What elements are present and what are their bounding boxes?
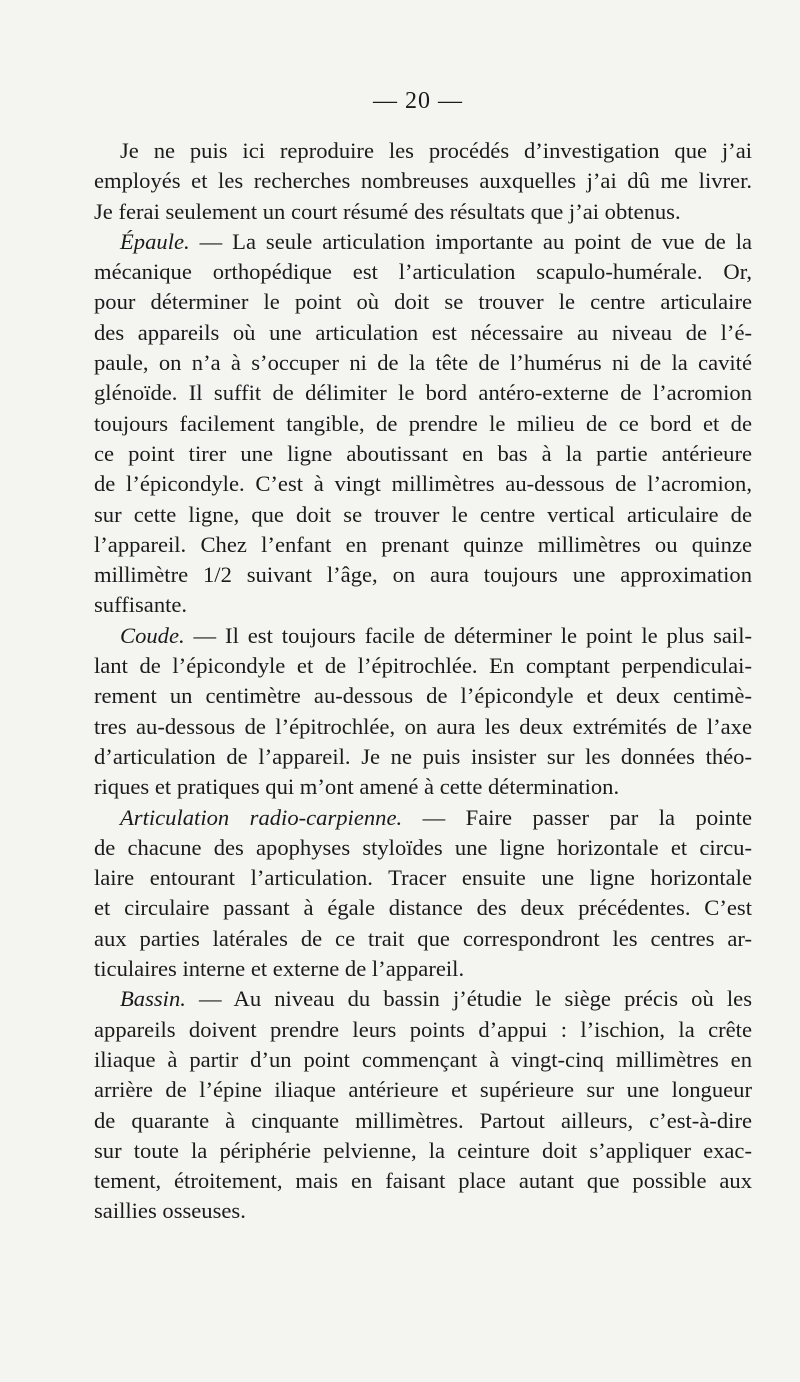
text-line: Je ne puis ici reproduire les procédés d’investigation que j’ai bbox=[120, 138, 752, 163]
text-line: et circulaire passant à égale distance des deux précédentes. C’est bbox=[94, 895, 752, 921]
text-line: saillies osseuses. bbox=[94, 1198, 246, 1224]
text-line: appareils doivent prendre leurs points d’appui : l’ischion, la crête bbox=[94, 1016, 752, 1042]
text-line: de l’épicondyle. C’est à vingt millimètres au-dessous de l’acromion, bbox=[94, 471, 752, 497]
text-line: tement, étroitement, mais en faisant place autant que possible aux bbox=[94, 1168, 752, 1194]
text-line: iliaque à partir d’un point commençant à vingt-cinq millimètres en bbox=[94, 1046, 752, 1072]
text-line: d’articulation de l’appareil. Je ne puis insister sur les données théo- bbox=[94, 743, 752, 769]
section-heading-coude: Coude. bbox=[120, 622, 185, 648]
text-line bbox=[94, 984, 752, 1014]
text-line: employés et les recherches nombreuses auxquelles j’ai dû me livrer. bbox=[94, 168, 752, 194]
text-line: aux parties latérales de ce trait que correspondront les centres ar- bbox=[94, 925, 752, 951]
page-number: — 20 — bbox=[373, 88, 463, 114]
body-text bbox=[94, 136, 752, 1227]
text-line: de quarante à cinquante millimètres. Partout ailleurs, c’est-à-dire bbox=[94, 1107, 752, 1133]
text-line-content: — Faire passer par la pointe bbox=[402, 804, 752, 830]
text-line: rement un centimètre au-dessous de l’épicondyle et deux centimè- bbox=[94, 683, 752, 709]
text-line: millimètre 1/2 suivant l’âge, on aura toujours une approximation bbox=[94, 562, 752, 588]
text-line: lant de l’épicondyle et de l’épitrochlée. En comptant perpendiculai- bbox=[94, 653, 752, 679]
text-line: riques et pratiques qui m’ont amené à cette détermination. bbox=[94, 774, 620, 800]
text-line: sur cette ligne, que doit se trouver le centre vertical articulaire de bbox=[94, 501, 752, 527]
text-line-content: — La seule articulation importante au point de vue de la bbox=[189, 228, 752, 254]
text-line: pour déterminer le point où doit se trouver le centre articulaire bbox=[94, 289, 752, 315]
section-heading-articulation-radio-carpienne: Articulation radio-carpienne. bbox=[120, 804, 403, 830]
text-line bbox=[94, 227, 752, 257]
text-line: toujours facilement tangible, de prendre le milieu de ce bord et de bbox=[94, 410, 752, 436]
text-line: paule, on n’a à s’occuper ni de la tête de l’humérus ni de la cavité bbox=[94, 350, 752, 376]
text-line: de chacune des apophyses styloïdes une ligne horizontale et circu- bbox=[94, 834, 752, 860]
text-line: sur toute la périphérie pelvienne, la ceinture doit s’appliquer exac- bbox=[94, 1137, 752, 1163]
text-line-content: — Il est toujours facile de déterminer le point le plus sail- bbox=[184, 622, 752, 648]
text-line: des appareils où une articulation est nécessaire au niveau de l’é- bbox=[94, 319, 752, 345]
text-line: tres au-dessous de l’épitrochlée, on aura les deux extrémités de l’axe bbox=[94, 713, 752, 739]
text-line: mécanique orthopédique est l’articulation scapulo-humérale. Or, bbox=[94, 259, 752, 285]
text-line-content: — Au niveau du bassin j’étudie le siège précis où les bbox=[185, 986, 752, 1012]
text-line: ce point tirer une ligne aboutissant en bas à la partie antérieure bbox=[94, 440, 752, 466]
text-line bbox=[94, 803, 752, 833]
text-line: l’appareil. Chez l’enfant en prenant quinze millimètres ou quinze bbox=[94, 531, 752, 557]
text-line: ticulaires interne et externe de l’appareil. bbox=[94, 956, 465, 982]
text-line: laire entourant l’articulation. Tracer ensuite une ligne horizontale bbox=[94, 865, 752, 891]
section-heading-bassin: Bassin. bbox=[120, 986, 186, 1012]
text-line: arrière de l’épine iliaque antérieure et supérieure sur une longueur bbox=[94, 1077, 752, 1103]
text-line: suffisante. bbox=[94, 592, 188, 618]
text-line: Je ferai seulement un court résumé des résultats que j’ai obtenus. bbox=[94, 198, 681, 224]
text-line: glénoïde. Il suffit de délimiter le bord antéro-externe de l’acromion bbox=[94, 380, 752, 406]
section-heading-epaule: Épaule. bbox=[120, 228, 190, 254]
text-line bbox=[94, 621, 752, 651]
